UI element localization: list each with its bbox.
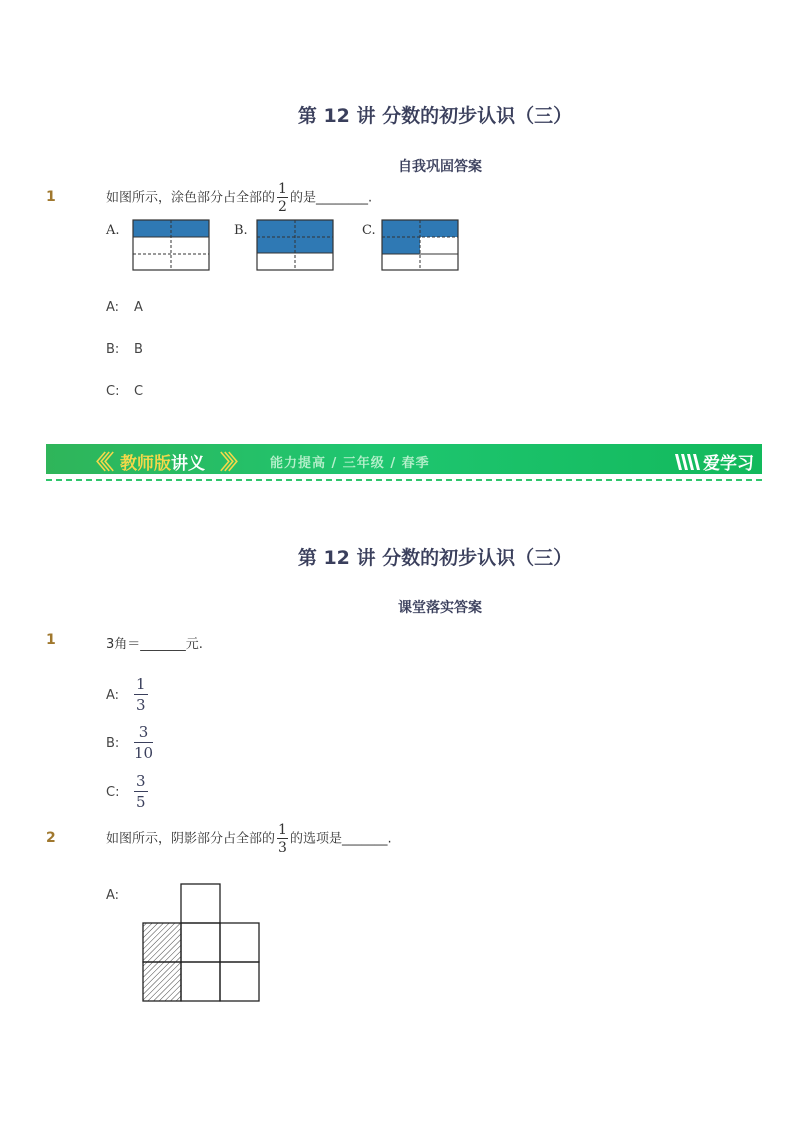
divider [46,479,762,481]
chevron-left-icon: 〈〈〈 [86,450,108,474]
option-b: B: $\frac{3}{10}$ [106,723,154,762]
fraction: $\frac{1}{2}$ [278,181,287,215]
page-title: 第 12 讲 分数的初步认识（三） [297,105,573,127]
figure-label-a: A. [106,223,120,238]
option-c: C: $\frac{3}{5}$ [106,772,146,811]
brand-logo: 爱学习 [673,449,754,474]
question-text-after: 的选项是_______. [289,831,392,847]
fraction: $\frac{3}{5}$ [136,772,146,811]
figure-c [381,219,459,272]
option-a: A: [106,888,120,903]
section-subtitle: 课堂落实答案 [398,600,482,616]
fraction: $\frac{3}{10}$ [134,723,154,762]
fraction: $\frac{1}{3}$ [136,675,146,714]
page-banner [46,444,762,474]
hatched-cell [143,962,181,1001]
question-text-before: 如图所示，涂色部分占全部的 [106,190,276,206]
question-text-after: 的是________. [289,190,373,206]
question-number: 1 [46,632,56,648]
figure-b [256,219,334,272]
shaded-region [382,237,420,254]
chevron-right-icon: 〉〉〉 [220,450,242,474]
option-a: A: A [106,300,143,315]
section-subtitle: 自我巩固答案 [398,159,482,175]
option-c: C: C [106,384,144,399]
page-title: 第 12 讲 分数的初步认识（三） [297,547,573,569]
question-number: 2 [46,830,56,846]
figure-label-b: B. [234,223,248,238]
figure-label-c: C. [362,223,376,238]
figure-a [132,219,210,272]
hatched-cell [143,923,181,962]
banner-subtitle: 能力提高 / 三年级 / 春季 [270,456,430,471]
option-a: A: $\frac{1}{3}$ [106,675,146,714]
question-number: 1 [46,189,56,205]
logo-icon [673,452,703,472]
question-text-before: 如图所示，阴影部分占全部的 [106,831,276,847]
grid-figure [141,883,263,1005]
question-text [106,823,392,855]
question-text [106,182,372,214]
question-text: 3角＝_______元. [106,637,203,652]
option-b: B: B [106,342,143,357]
fraction: $\frac{1}{3}$ [278,822,287,856]
banner-title: 教师版讲义 [120,454,205,474]
